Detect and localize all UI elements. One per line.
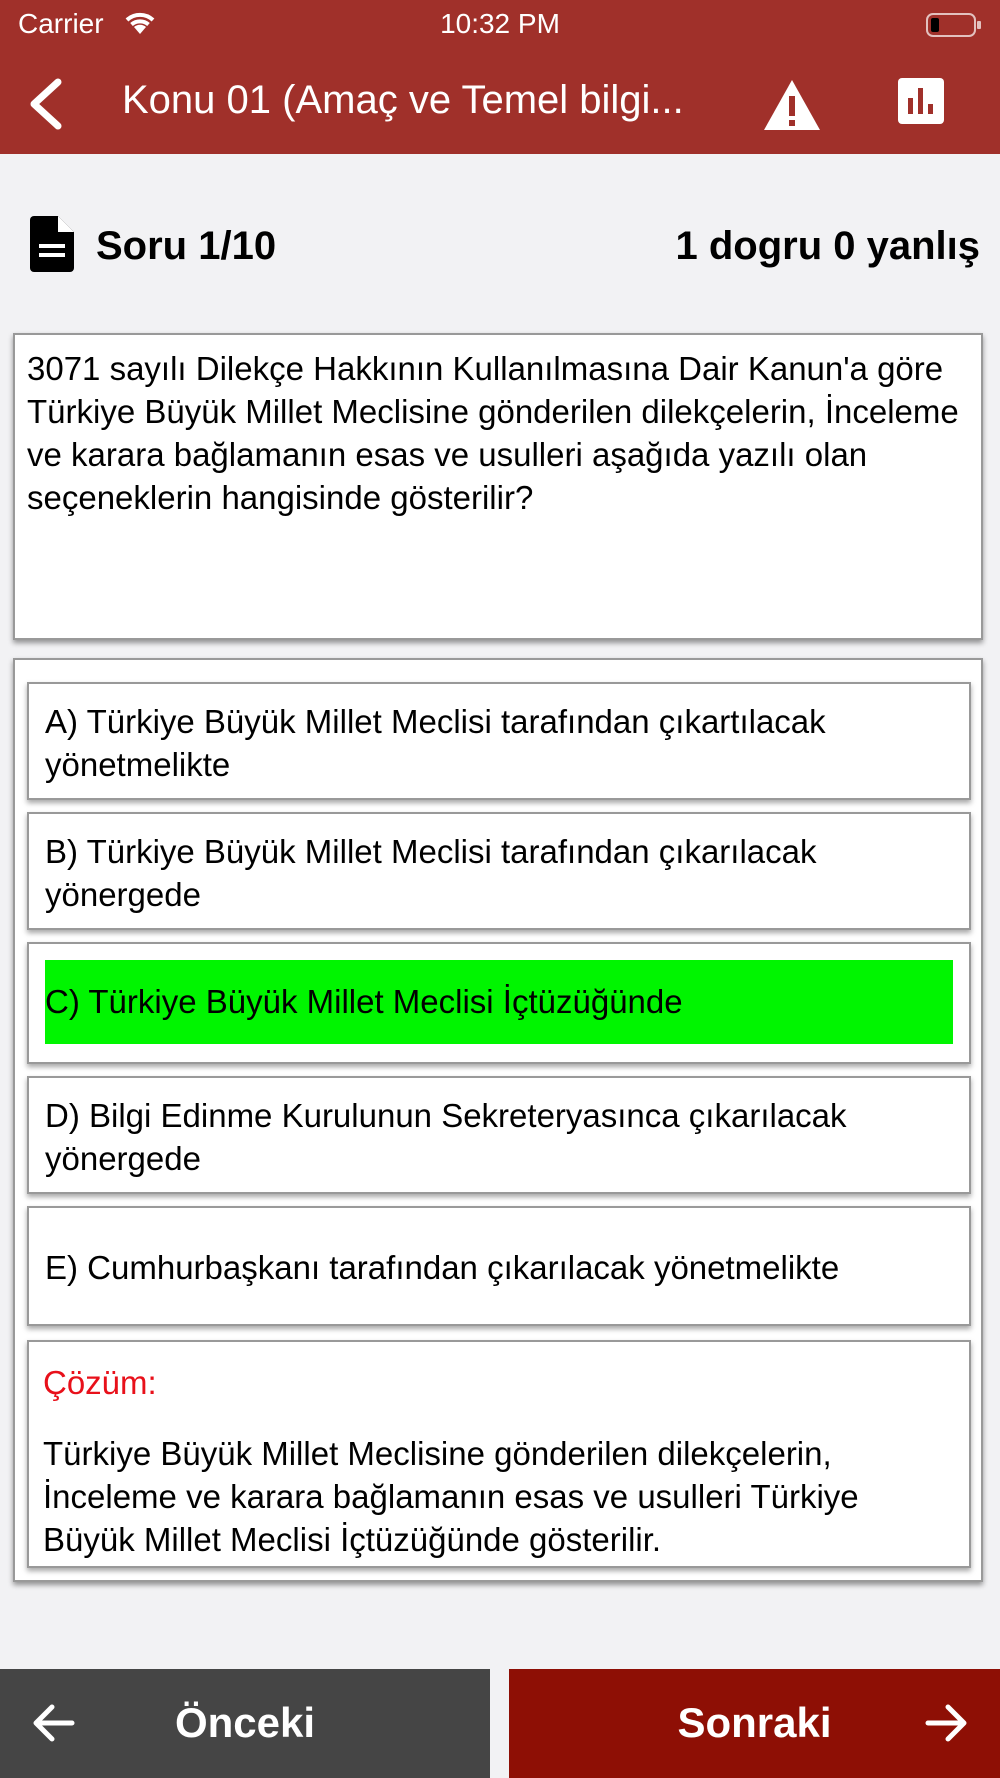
question-card (13, 333, 983, 640)
option-a[interactable] (27, 682, 971, 800)
solution-text: Türkiye Büyük Millet Meclisine gönderilen dilekçelerin, İnceleme ve karara bağlamanın esas ve usulleri Türkiye Büyük Millet Meclisi İçtüzüğünde gösterilir. (43, 1435, 859, 1558)
previous-button-label: Önceki (174, 1699, 316, 1746)
status-time: 10:32 PM (440, 8, 560, 39)
warning-icon (762, 78, 822, 134)
carrier-label: Carrier (18, 8, 104, 39)
report-button[interactable] (762, 78, 822, 134)
previous-button[interactable] (0, 1669, 490, 1778)
arrow-right-icon (924, 1701, 968, 1745)
next-button-label: Sonraki (677, 1699, 832, 1746)
question-counter: Soru 1/10 (96, 224, 277, 268)
question-text: 3071 sayılı Dilekçe Hakkının Kullanılmasına Dair Kanun'a göre Türkiye Büyük Millet Meclisine gönderilen dilekçelerin, İnceleme ve karara bağlamanın esas ve usulleri aşağıda yazılı olan seçeneklerin hangisinde gösterilir? (27, 350, 959, 516)
option-d[interactable] (27, 1076, 971, 1194)
solution-label: Çözüm: (43, 1364, 157, 1401)
option-c-label: C) Türkiye Büyük Millet Meclisi İçtüzüğünde (45, 960, 953, 1044)
chevron-left-icon (20, 74, 80, 134)
next-button[interactable] (509, 1669, 1000, 1778)
option-b[interactable] (27, 812, 971, 930)
question-header (0, 200, 1000, 290)
navigation-bar (0, 50, 1000, 154)
options-panel (13, 658, 983, 1582)
status-bar (0, 0, 1000, 50)
solution-card (27, 1340, 971, 1568)
statistics-button[interactable] (898, 78, 948, 128)
page-title: Konu 01 (Amaç ve Temel bilgi... (122, 78, 684, 122)
option-a-label: A) Türkiye Büyük Millet Meclisi tarafından çıkartılacak yönetmelikte (45, 703, 826, 783)
option-d-label: D) Bilgi Edinme Kurulunun Sekreteryasınca çıkarılacak yönergede (45, 1097, 847, 1177)
battery-icon (926, 12, 982, 38)
back-button[interactable] (20, 74, 80, 134)
option-e[interactable] (27, 1206, 971, 1326)
score-summary: 1 dogru 0 yanlış (675, 224, 980, 268)
bar-chart-icon (898, 78, 944, 124)
option-b-label: B) Türkiye Büyük Millet Meclisi tarafından çıkarılacak yönergede (45, 833, 817, 913)
document-icon (30, 216, 74, 272)
option-e-label: E) Cumhurbaşkanı tarafından çıkarılacak yönetmelikte (45, 1249, 840, 1286)
option-c[interactable] (27, 942, 971, 1064)
